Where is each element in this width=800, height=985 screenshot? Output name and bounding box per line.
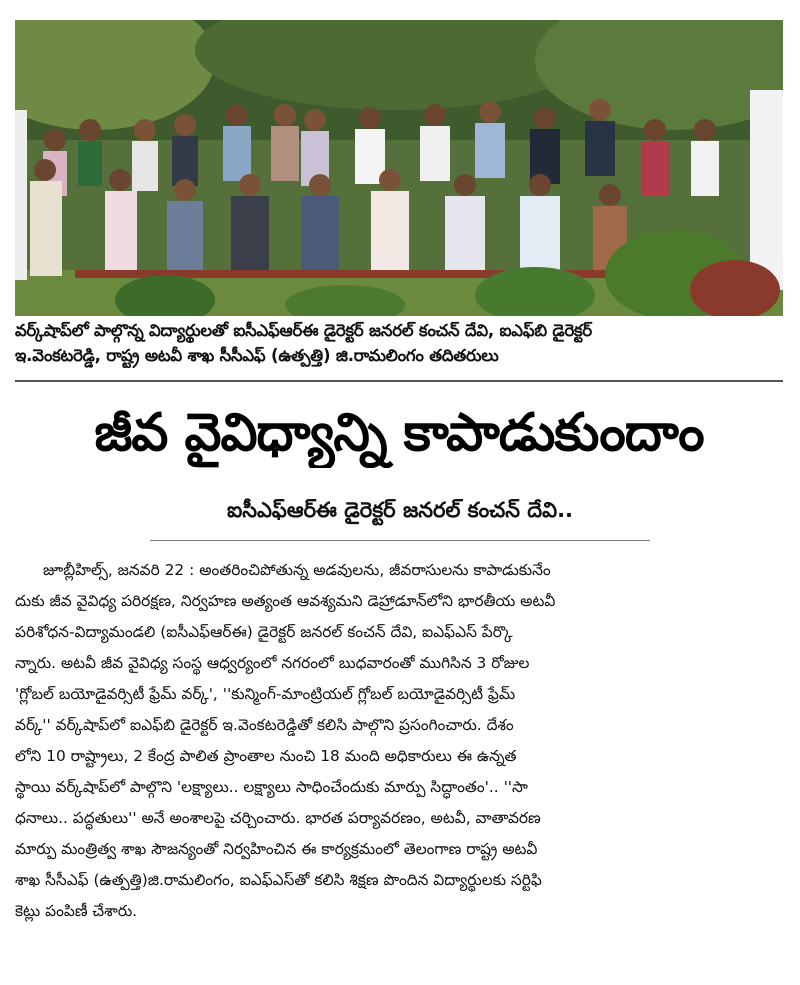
body-line: జూబ్లీహిల్స్, జనవరి 22 : అంతరించిపోతున్న అడవులను, జీవరాసులను కాపాడుకునేం <box>43 561 551 579</box>
subheadline: ఐసీఎఫ్‌ఆర్‌ఈ డైరెక్టర్ జనరల్ కంచన్ దేవి.. <box>226 498 574 522</box>
group-photo <box>15 20 783 316</box>
body-line: దుకు జీవ వైవిధ్య పరిరక్షణ, నిర్వహణ అత్యంత ఆవశ్యమని డెహ్రాడూన్‌లోని భారతీయ అటవీ <box>15 592 556 610</box>
group-photo-icon <box>15 20 783 316</box>
body-line: ధనాలు.. పద్ధతులు'' అనే అంశాలపై చర్చించారు. భారత పర్యావరణం, అటవీ, వాతావరణ <box>15 809 541 827</box>
body-line: న్నారు. అటవీ జీవ వైవిధ్య సంస్థ ఆధ్వర్యంలో నగరంలో బుధవారంతో ముగిసిన 3 రోజుల <box>15 654 530 672</box>
body-line: స్థాయి వర్క్‌షాప్‌లో పాల్గొని 'లక్ష్యాలు.. లక్ష్యాలు సాధించేందుకు మార్పు సిద్ధాంతం'.. ''సా <box>15 778 528 796</box>
photo-caption <box>15 318 783 368</box>
body-line: 'గ్లోబల్ బయోడైవర్సిటీ ఫ్రేమ్ వర్క్', ''కున్మింగ్-మాంట్రియల్ గ్లోబల్ బయోడైవర్సిటీ ఫ్రేమ్ <box>15 685 516 703</box>
body-line: శాఖ సీసీఎఫ్ (ఉత్పత్తి)జి.రామలింగం, ఐఎఫ్‌ఎస్‌తో కలిసి శిక్షణ పొందిన విద్యార్థులకు సర్టిఫి <box>15 871 542 889</box>
body-line: కెట్లు పంపిణీ చేశారు. <box>15 902 138 920</box>
caption-line-1: వర్క్‌షాప్‌లో పాల్గొన్న విద్యార్థులతో ఐసీఎఫ్‌ఆర్‌ఈ డైరెక్టర్ జనరల్ కంచన్ దేవి, ఐఎఫ్‌బి డైరెక్టర్ <box>15 321 593 340</box>
body-line: మార్పు మంత్రిత్వ శాఖ సౌజన్యంతో నిర్వహించిన ఈ కార్యక్రమంలో తెలంగాణ రాష్ట్ర అటవీ <box>15 840 538 858</box>
headline: జీవ వైవిధ్యాన్ని కాపాడుకుందాం <box>94 403 704 463</box>
body-line: పరిశోధన-విద్యామండలి (ఐసీఎఫ్‌ఆర్‌ఈ) డైరెక్టర్ జనరల్ కంచన్ దేవి, ఐఎఫ్‌ఎస్ పేర్కొ <box>15 623 513 641</box>
article-body <box>15 555 783 927</box>
caption-line-2: ఇ.వెంకటరెడ్డి, రాష్ట్ర అటవీ శాఖ సీసీఎఫ్ (ఉత్పత్తి) జి.రామలింగం తదితరులు <box>15 346 499 365</box>
caption-divider <box>15 380 783 382</box>
body-line: వర్క్'' వర్క్‌షాప్‌లో ఐఎఫ్‌బి డైరెక్టర్ ఇ.వెంకటరెడ్డితో కలిసి పాల్గొని ప్రసంగించారు. దేశం <box>15 716 514 734</box>
body-line: లోని 10 రాష్ట్రాలు, 2 కేంద్ర పాలిత ప్రాంతాల నుంచి 18 మంది అధికారులు ఈ ఉన్నత <box>15 747 517 765</box>
subheadline-underline <box>150 540 650 541</box>
